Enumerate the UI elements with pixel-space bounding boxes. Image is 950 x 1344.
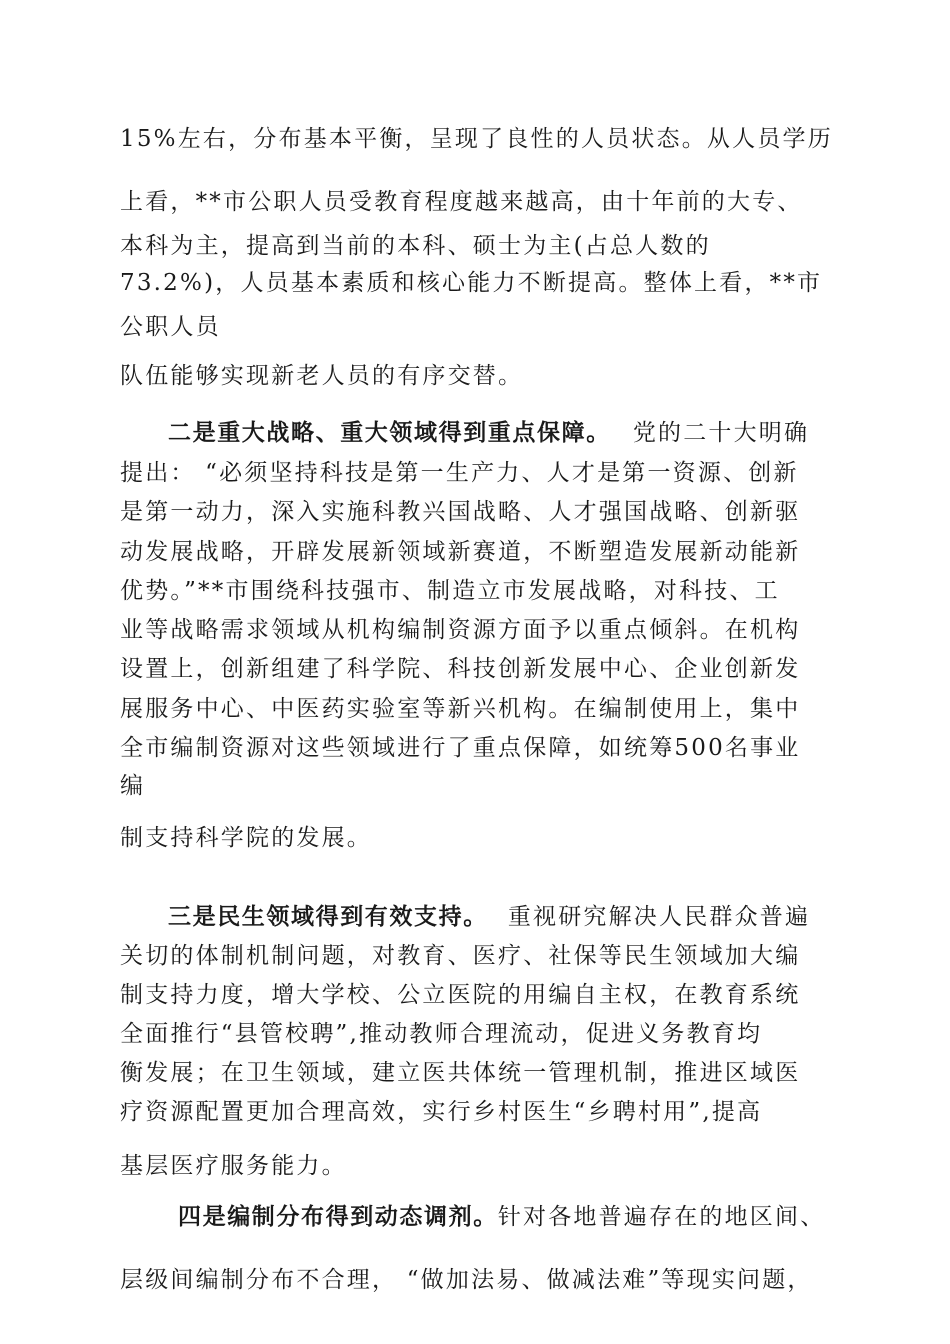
section4-first-line: [178, 1202, 898, 1232]
paragraph-line: 层级间编制分布不合理， “做加法易、做减法难”等现实问题，: [120, 1267, 813, 1293]
section2-first-line: [168, 418, 888, 448]
section2-first-line-text: 党的二十大明确: [632, 420, 810, 446]
paragraph-line: 上看，**市公职人员受教育程度越来越高，由十年前的大专、: [120, 189, 803, 215]
paragraph-line: 是第一动力，深入实施科教兴国战略、人才强国战略、创新驱: [120, 499, 801, 525]
section4-first-line-text: 针对各地普遍存在的地区间、: [497, 1204, 826, 1230]
paragraph-line: 15%左右，分布基本平衡，呈现了良性的人员状态。从人员学历: [120, 126, 833, 152]
paragraph-line: 制支持力度，增大学校、公立医院的用编自主权，在教育系统: [120, 982, 801, 1008]
paragraph-line: 设置上，创新组建了科学院、科技创新发展中心、企业创新发: [120, 656, 801, 682]
paragraph-line: 业等战略需求领域从机构编制资源方面予以重点倾斜。在机构: [120, 617, 801, 643]
paragraph-line: 全市编制资源对这些领域进行了重点保障，如统筹500名事业: [120, 735, 801, 761]
paragraph-line: 提出： “必须坚持科技是第一生产力、人才是第一资源、创新: [120, 460, 799, 486]
paragraph-line: 关切的体制机制问题，对教育、医疗、社保等民生领域加大编: [120, 943, 801, 969]
paragraph-line: 动发展战略，开辟发展新领域新赛道，不断塑造发展新动能新: [120, 539, 801, 565]
section4-heading: 四是编制分布得到动态调剂。: [178, 1203, 498, 1230]
paragraph-line: 优势。”**市围绕科技强市、制造立市发展战略，对科技、工: [120, 578, 780, 604]
paragraph-line: 基层医疗服务能力。: [120, 1153, 347, 1179]
paragraph-line: 制支持科学院的发展。: [120, 825, 372, 851]
section3-first-line: [168, 902, 888, 932]
section2-heading: 二是重大战略、重大领域得到重点保障。: [168, 419, 611, 446]
paragraph-line: 本科为主，提高到当前的本科、硕士为主(占总人数的: [120, 233, 711, 259]
section3-first-line-text: 重视研究解决人民群众普遍: [507, 904, 811, 930]
paragraph-line: 公职人员: [120, 314, 221, 340]
paragraph-line: 衡发展；在卫生领域，建立医共体统一管理机制，推进区域医: [120, 1060, 801, 1086]
paragraph-line: 编: [120, 773, 146, 799]
paragraph-line: 疗资源配置更加合理高效，实行乡村医生“乡聘村用”,提高: [120, 1099, 763, 1125]
paragraph-line: 展服务中心、中医药实验室等新兴机构。在编制使用上，集中: [120, 696, 801, 722]
paragraph-line: 全面推行“县管校聘”,推动教师合理流动，促进义务教育均: [120, 1021, 763, 1047]
paragraph-line: 73.2%)，人员基本素质和核心能力不断提高。整体上看，**市: [120, 270, 823, 296]
paragraph-line: 队伍能够实现新老人员的有序交替。: [120, 363, 524, 389]
section3-heading: 三是民生领域得到有效支持。: [168, 903, 488, 930]
